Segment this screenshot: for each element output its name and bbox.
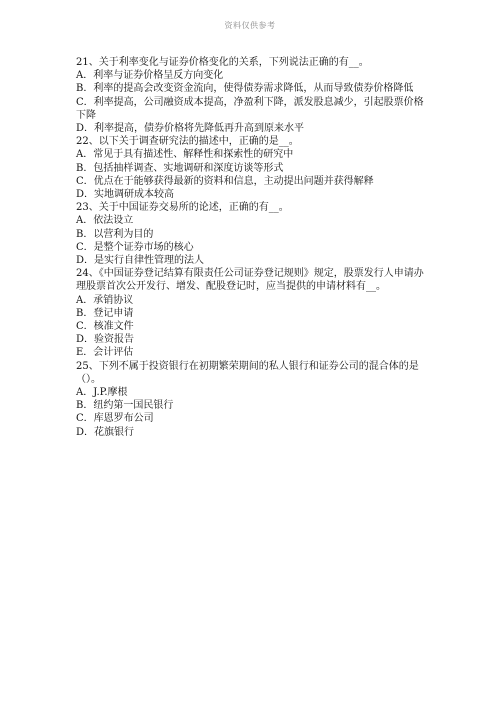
question-21-stem: 21、关于利率变化与证券价格变化的关系，下列说法正确的有__。 [76,57,369,68]
question-25-option-b: B．纽约第一国民银行 [76,400,174,412]
page-header-watermark: 资料仅供参考 [224,21,276,30]
question-22-option-a: A．常见于具有描述性、解释性和探索性的研究中 [76,149,294,161]
question-25-stem: 25、下列不属于投资银行在初期繁荣期间的私人银行和证券公司的混合体的是（）。 [76,360,419,385]
question-21-option-c: C．利率提高，公司融资成本提高，净盈利下降，派发股息减少，引起股票价格下降 [76,96,424,121]
question-24-option-d: D．验资报告 [76,334,135,346]
question-22-stem: 22、以下关于调查研究法的描述中，正确的是__。 [76,136,299,148]
question-22-option-b: B．包括抽样调查、实地调研和深度访谈等形式 [76,162,284,174]
question-23-option-c: C．是整个证券市场的核心 [76,241,194,253]
question-25-option-d: D．花旗银行 [76,426,135,438]
question-22-option-d: D．实地调研成本较高 [76,189,175,201]
question-21-option-d: D．利率提高，债券价格将先降低再升高到原来水平 [76,123,305,135]
question-22-option-c: C．优点在于能够获得最新的资料和信息，主动提出问题并获得解释 [76,175,374,187]
question-24-stem: 24、《中国证券登记结算有限责任公司证券登记规则》规定，股票发行人申请办理股票首次公开发行、增发、配股登记时，应当提供的申请材料有__。 [76,268,424,293]
question-24-option-b: B．登记申请 [76,307,134,319]
question-24-option-e: E．会计评估 [76,347,134,359]
question-23-stem: 23、关于中国证券交易所的论述，正确的有__。 [76,202,289,214]
question-21-option-b: B．利率的提高会改变资金流向，使得债券需求降低，从而导致债券价格降低 [76,83,414,95]
question-21-option-a: A．利率与证券价格呈反方向变化 [76,70,224,82]
question-23-option-a: A．依法设立 [76,215,134,227]
question-list [76,56,432,439]
question-23-option-b: B．以营利为目的 [76,228,154,240]
question-25-option-c: C．库恩罗布公司 [76,413,154,425]
question-24-option-a: A．承销协议 [76,294,134,306]
question-23-option-d: D．是实行自律性管理的法人 [76,255,205,267]
question-24-option-c: C．核准文件 [76,321,134,333]
question-25-option-a: A．J.P.摩根 [76,387,128,399]
